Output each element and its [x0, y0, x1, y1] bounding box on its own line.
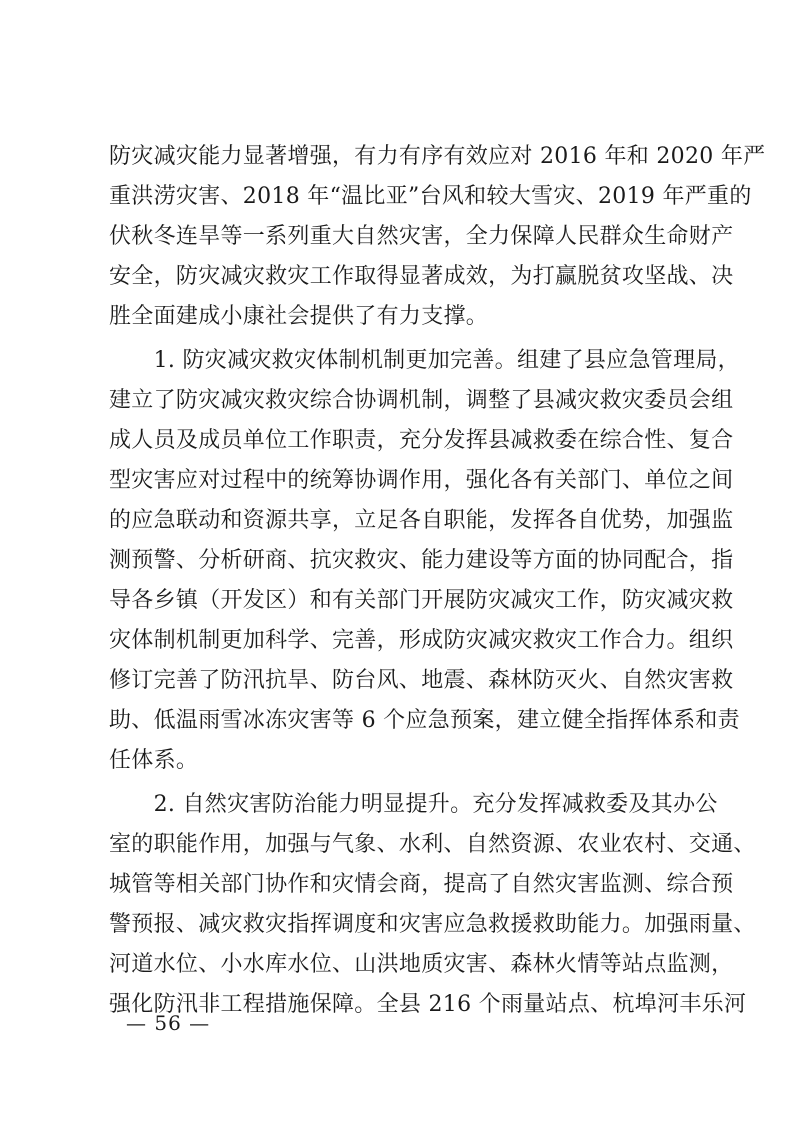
text-line: 修订完善了防汛抗旱、防台风、地震、森林防灭火、自然灾害救: [109, 668, 734, 693]
paragraph-section-2: [109, 785, 756, 1025]
text-line: 的应急联动和资源共享，立足各自职能，发挥各自优势，加强监: [109, 508, 734, 533]
body-text: [109, 137, 766, 1025]
text-line: 灾体制机制更加科学、完善，形成防灾减灾救灾工作合力。组织: [109, 628, 734, 653]
text-line: 安全，防灾减灾救灾工作取得显著成效，为打赢脱贫攻坚战、决: [109, 264, 734, 289]
text-line: 伏秋冬连旱等一系列重大自然灾害，全力保障人民群众生命财产: [109, 224, 734, 249]
text-line: 型灾害应对过程中的统筹协调作用，强化各有关部门、单位之间: [109, 468, 734, 493]
text-line: 测预警、分析研商、抗灾救灾、能力建设等方面的协同配合，指: [109, 548, 734, 573]
text-line: 防灾减灾能力显著增强，有力有序有效应对 2016 年和 2020 年严: [109, 144, 766, 169]
text-line: 导各乡镇（开发区）和有关部门开展防灾减灾工作，防灾减灾救: [109, 588, 734, 613]
text-line: 助、低温雨雪冰冻灾害等 6 个应急预案，建立健全指挥体系和责: [109, 708, 740, 733]
text-line: 2. 自然灾害防治能力明显提升。充分发挥减救委及其办公: [109, 792, 718, 817]
text-line: 成人员及成员单位工作职责，充分发挥县减救委在综合性、复合: [109, 428, 734, 453]
text-line: 警预报、减灾救灾指挥调度和灾害应急救援救助能力。加强雨量、: [109, 912, 756, 937]
text-line: 建立了防灾减灾救灾综合协调机制，调整了县减灾救灾委员会组: [109, 388, 734, 413]
text-line: 任体系。: [109, 748, 199, 773]
paragraph-intro: [109, 137, 766, 337]
paragraph-section-1: [109, 341, 740, 781]
text-line: 强化防汛非工程措施保障。全县 216 个雨量站点、杭埠河丰乐河: [109, 992, 747, 1017]
text-line: 1. 防灾减灾救灾体制机制更加完善。组建了县应急管理局，: [109, 348, 740, 373]
text-line: 河道水位、小水库水位、山洪地质灾害、森林火情等站点监测，: [109, 952, 734, 977]
text-line: 城管等相关部门协作和灾情会商，提高了自然灾害监测、综合预: [109, 872, 734, 897]
text-line: 重洪涝灾害、2018 年“温比亚”台风和较大雪灾、2019 年严重的: [109, 184, 752, 209]
text-line: 胜全面建成小康社会提供了有力支撑。: [109, 304, 489, 329]
text-line: 室的职能作用，加强与气象、水利、自然资源、农业农村、交通、: [109, 832, 756, 857]
page-number: — 56 —: [126, 1011, 211, 1035]
